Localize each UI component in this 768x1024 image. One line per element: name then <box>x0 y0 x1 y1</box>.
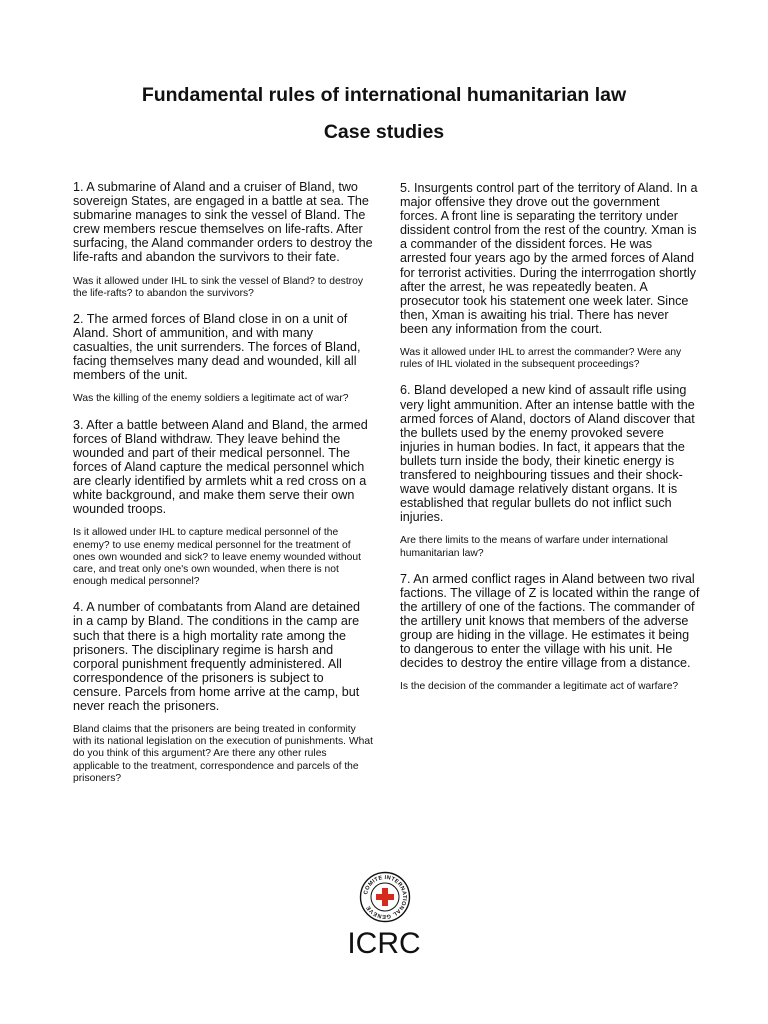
case-5-text: 5. Insurgents control part of the territory of Aland. In a major offensive they drove out the government forces. A front line is separating the territory under dissident control from the rest of the country. Xman is a commander of the dissident forces. He was arrested four years ago by the armed forces of Aland for terrorist activities. During the interrrogation shortly after the arrest, he was repeatedly beaten. A prosecutor took his statement one week later. Since then, Xman is awaiting his trial. There has never been any information from the court. <box>400 181 698 336</box>
icrc-logo-text: ICRC <box>347 927 421 960</box>
case-3-question: Is it allowed under IHL to capture medical personnel of the enemy? to use enemy medical personnel for the treatment of ones own wounded and sick? to leave enemy wounded without care, and treat only one's own wounded, when there is not enough medical personnel? <box>73 527 361 588</box>
page-title: Fundamental rules of international humanitarian law <box>141 84 627 106</box>
case-7-text: 7. An armed conflict rages in Aland between two rival factions. The village of Z is located within the range of the artillery of one of the factions. The commander of the artillery unit knows that members of the adverse group are hiding in the village. He estimates it being to dangerous to enter the village with his unit. He decides to destroy the entire village from a distance. <box>400 571 700 671</box>
red-cross-emblem-icon <box>359 871 411 923</box>
case-4-text: 4. A number of combatants from Aland are detained in a camp by Bland. The conditions in the camp are such that there is a high mortality rate among the prisoners. The disciplinary regime is harsh and corporal punishment frequently administered. All correspondence of the prisoners is subject to censure. Parcels from home arrive at the camp, but never reach the prisoners. <box>73 600 361 713</box>
case-7-question: Is the decision of the commander a legitimate act of warfare? <box>400 681 679 693</box>
case-6-text: 6. Bland developed a new kind of assault rifle using very light ammunition. After an intense battle with the armed forces of Aland, doctors of Aland discover that the bullets used by the enemy provoked severe injuries in human bodies. In fact, it appears that the bullets turn inside the body, their kinetic energy is transfered to neighbouring tissues and their shock-wave would damage relatively distant organs. It is established that regular bullets do not inflict such injuries. <box>400 383 695 525</box>
case-2-text: 2. The armed forces of Bland close in on a unit of Aland. Short of ammunition, and with many casualties, the unit surrenders. The forces of Bland, facing themselves many dead and wounded, kill all members of the unit. <box>73 311 361 383</box>
left-column <box>73 180 373 785</box>
case-1-text: 1. A submarine of Aland and a cruiser of Bland, two sovereign States, are engaged in a battle at sea. The submarine manages to sink the vessel of Bland. The crew members rescue themselves on life-rafts. After surfacing, the Aland commander orders to destroy the life-rafts and abandon the survivors to their fate. <box>73 180 373 265</box>
case-4-question: Bland claims that the prisoners are being treated in conformity with its national legislation on the execution of punishments. What do you think of this argument? Are there any other rules applicable to the treatment, correspondence and parcels of the prisoners? <box>73 724 373 784</box>
case-6-question: Are there limits to the means of warfare under international humanitarian law? <box>400 535 668 559</box>
red-cross-horizontal <box>376 894 394 900</box>
case-3-text: 3. After a battle between Aland and Bland, the armed forces of Bland withdraw. They leave behind the wounded and part of their medical personnel. The forces of Aland capture the medical personnel which are clearly identified by armlets whit a red cross on a white background, and make them serve their own wounded troops. <box>73 417 368 517</box>
case-1-question: Was it allowed under IHL to sink the vessel of Bland? to destroy the life-rafts? to abandon the survivors? <box>73 275 363 299</box>
case-5-question: Was it allowed under IHL to arrest the commander? Were any rules of IHL violated in the subsequent proceedings? <box>400 347 682 371</box>
page-subtitle: Case studies <box>323 121 445 143</box>
case-2-question: Was the killing of the enemy soldiers a legitimate act of war? <box>73 393 349 405</box>
right-column <box>400 180 700 694</box>
emblem-ring-text: COMITE INTERNATIONAL GENEVE <box>363 874 408 920</box>
